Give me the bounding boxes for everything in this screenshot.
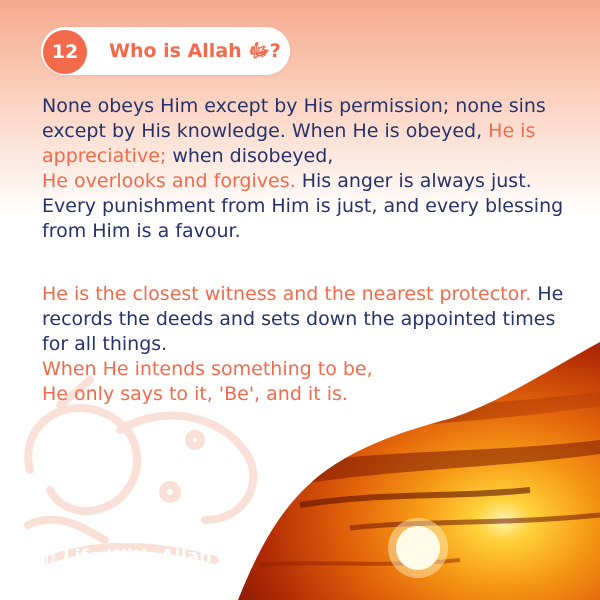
card-title: Who is Allah ﷻ?	[109, 40, 281, 62]
paragraph-1-text-b: when disobeyed,	[166, 145, 334, 167]
highlight-witness: He is the closest witness and the nearest protector.	[42, 283, 532, 305]
brand-name: Life With Allah	[63, 546, 212, 567]
paragraph-1-text-a: None obeys Him except by His permission; none sins except by His knowledge. When He is obeyed,	[42, 95, 546, 142]
highlight-appreciative: He is appreciative;	[42, 120, 536, 167]
highlight-be: He only says to it, 'Be', and it is.	[42, 383, 348, 405]
highlight-intends: When He intends something to be,	[42, 358, 373, 380]
flame-logo-icon	[38, 544, 58, 570]
paragraph-attributes	[42, 94, 572, 244]
card-number-badge: 12	[43, 30, 87, 74]
paragraph-witness	[42, 282, 572, 407]
paragraph-2-text: He records the deeds and sets down the appointed times for all things.	[42, 283, 564, 355]
highlight-forgives: He overlooks and forgives.	[42, 170, 296, 192]
paragraph-1-text-c: His anger is always just. Every punishment from Him is just, and every blessing from Him is a favour.	[42, 170, 564, 242]
